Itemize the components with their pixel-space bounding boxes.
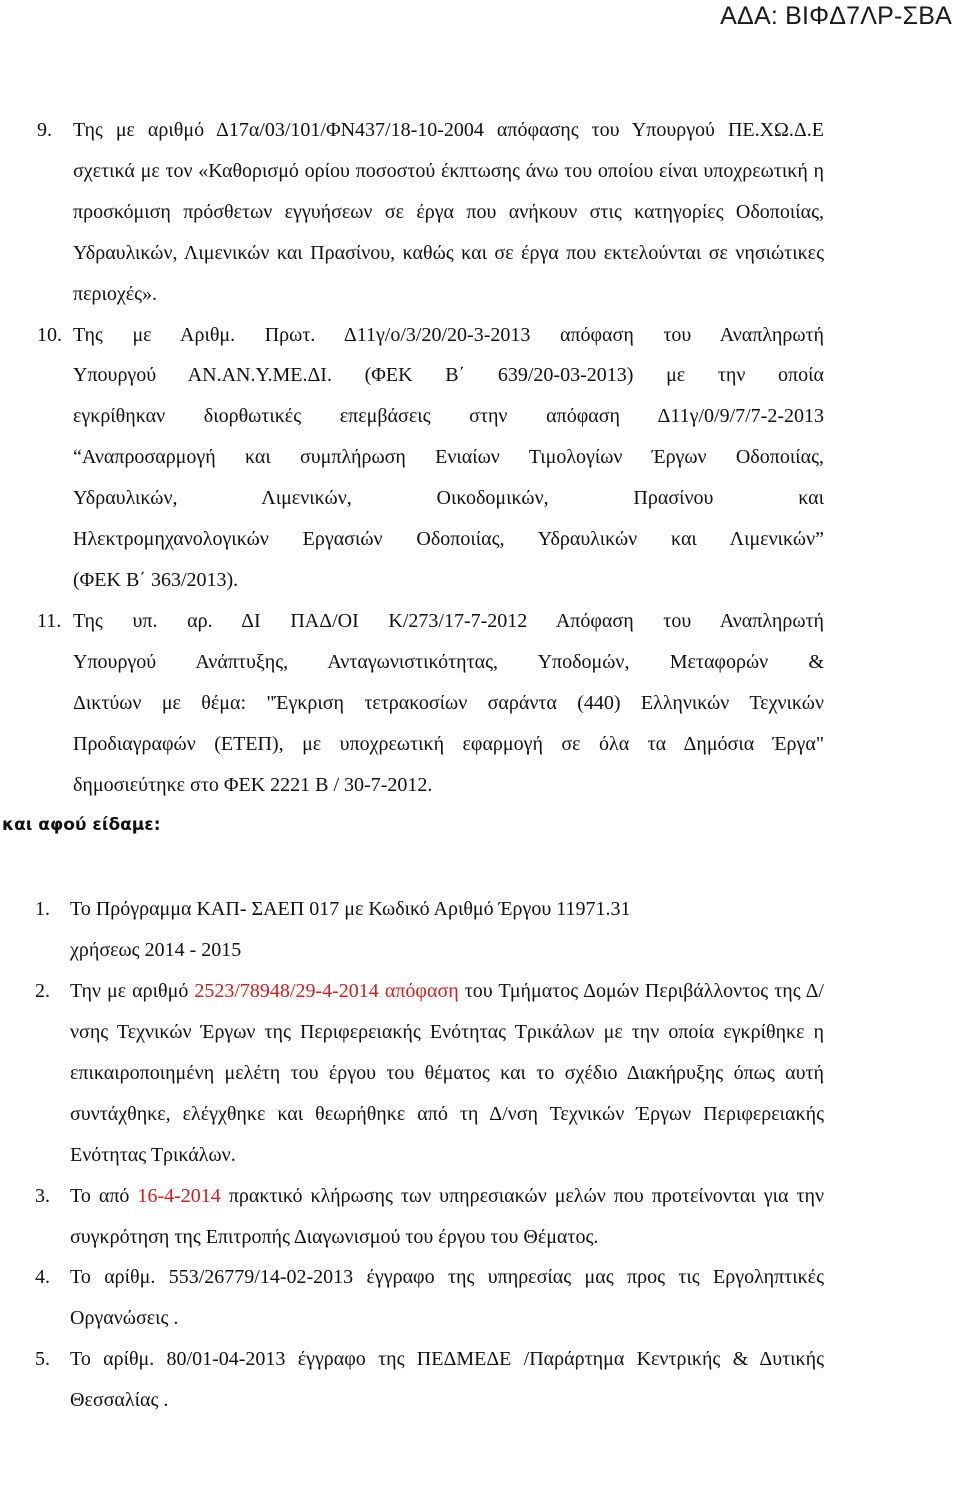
document-body	[0, 110, 960, 1421]
item-text-post: πρακτικό κλήρωσης των υπηρεσιακών μελών που προτείνονται για την συγκρότηση της Επιτροπής Διαγωνισμού του έργου του Θέματος.	[70, 1184, 825, 1248]
seen-list	[0, 889, 960, 1421]
item-number: 4.	[35, 1266, 50, 1289]
item-line: Υπουργού Ανάπτυξης, Ανταγωνιστικότητας, Υποδομών, Μεταφορών &	[73, 650, 824, 673]
item-text	[70, 1176, 824, 1258]
list-item-4	[0, 1257, 960, 1339]
spacer	[0, 846, 960, 889]
item-number: 10.	[37, 323, 62, 346]
item-text: Της με αριθμό Δ17α/03/101/ΦΝ437/18-10-2004 απόφασης του Υπουργού ΠΕ.ΧΩ.Δ.Ε σχετικά με τον «Καθορισμό ορίου ποσοστού έκπτωσης άνω του οποίου είναι υποχρεωτική η προσκόμιση πρόσθετων εγγυήσεων σε έργα που ανήκουν στις κατηγορίες Οδοποιίας, Υδραυλικών, Λιμενικών και Πρασίνου, καθώς και σε έργα που εκτελούνται σε νησιώτικες περιοχές».	[73, 119, 824, 305]
list-item-5	[0, 1339, 960, 1421]
item-line: “Αναπροσαρμογή και συμπλήρωση Ενιαίων Τιμολογίων Έργων Οδοποιίας,	[73, 446, 824, 469]
item-line: Δικτύων με θέμα: "Έγκριση τετρακοσίων σαράντα (440) Ελληνικών Τεχνικών	[73, 691, 824, 714]
list-item-9	[0, 110, 960, 315]
section-heading: και αφού είδαμε:	[2, 815, 161, 836]
item-text: Το αρίθμ. 553/26779/14-02-2013 έγγραφο της υπηρεσίας μας προς τις Εργοληπτικές Οργανώσεις .	[70, 1266, 824, 1330]
item-line: Υδραυλικών, Λιμενικών, Οικοδομικών, Πρασίνου και	[73, 487, 824, 510]
item-number: 3.	[35, 1184, 50, 1207]
list-item-3	[0, 1176, 960, 1258]
item-line: Της υπ. αρ. ΔΙ ΠΑΔ/ΟΙ Κ/273/17-7-2012 Απόφαση του Αναπληρωτή	[73, 609, 824, 632]
item-line: δημοσιεύτηκε στο ΦΕΚ 2221 Β / 30-7-2012.	[73, 773, 433, 796]
item-number: 9.	[37, 119, 52, 141]
list-item-2	[0, 971, 960, 1176]
highlighted-reference: 2523/78948/29-4-2014 απόφαση	[194, 980, 459, 1003]
item-line: Ηλεκτρομηχανολογικών Εργασιών Οδοποιίας, Υδραυλικών και Λιμενικών”	[73, 528, 824, 551]
list-item-11	[0, 601, 960, 806]
item-text-post: του Τμήματος Δομών Περιβάλλοντος της Δ/νσης Τεχνικών Έργων της Περιφερειακής Ενότητας Τρικάλων με την οποία εγκρίθηκε η επικαιροποιημένη μελέτη του έργου του θέματος και το σχέδιο Διακήρυξης όπως αυτή συντάχθηκε, ελέγχθηκε και θεωρήθηκε από τη Δ/νση Τεχνικών Έργων Περιφερειακής Ενότητας Τρικάλων.	[70, 980, 824, 1166]
list-item-1	[0, 889, 960, 971]
item-line: χρήσεως 2014 - 2015	[70, 939, 242, 962]
highlighted-date: 16-4-2014	[137, 1184, 221, 1207]
item-line: Προδιαγραφών (ΕΤΕΠ), με υποχρεωτική εφαρμογή σε όλα τα Δημόσια Έργα"	[73, 732, 824, 755]
item-text: Το αρίθμ. 80/01-04-2013 έγγραφο της ΠΕΔΜΕΔΕ /Παράρτημα Κεντρικής & Δυτικής Θεσσαλίας .	[70, 1348, 824, 1412]
item-line: Της με Αριθμ. Πρωτ. Δ11γ/ο/3/20/20-3-2013 απόφαση του Αναπληρωτή	[73, 323, 824, 346]
item-number: 5.	[35, 1348, 50, 1371]
item-line: Το Πρόγραμμα ΚΑΠ- ΣΑΕΠ 017 με Κωδικό Αριθμό Έργου 11971.31	[70, 898, 631, 921]
item-text	[70, 971, 824, 1176]
list-item-10	[0, 315, 960, 601]
item-text-pre: Την με αριθμό	[70, 980, 195, 1003]
considerations-list	[0, 110, 960, 805]
item-number: 11.	[37, 609, 62, 632]
ada-code: ΑΔΑ: ΒΙΦΔ7ΛΡ-ΣΒΑ	[720, 2, 952, 30]
item-line: Υπουργού ΑΝ.ΑΝ.Υ.ΜΕ.ΔΙ. (ΦΕΚ Β΄ 639/20-03-2013) με την οποία	[73, 364, 824, 387]
item-line: (ΦΕΚ Β΄ 363/2013).	[73, 568, 239, 591]
item-line: εγκρίθηκαν διορθωτικές επεμβάσεις στην απόφαση Δ11γ/0/9/7/7-2-2013	[73, 405, 824, 428]
item-number: 2.	[35, 980, 50, 1003]
item-number: 1.	[35, 898, 50, 921]
item-text-pre: Το από	[70, 1184, 138, 1207]
